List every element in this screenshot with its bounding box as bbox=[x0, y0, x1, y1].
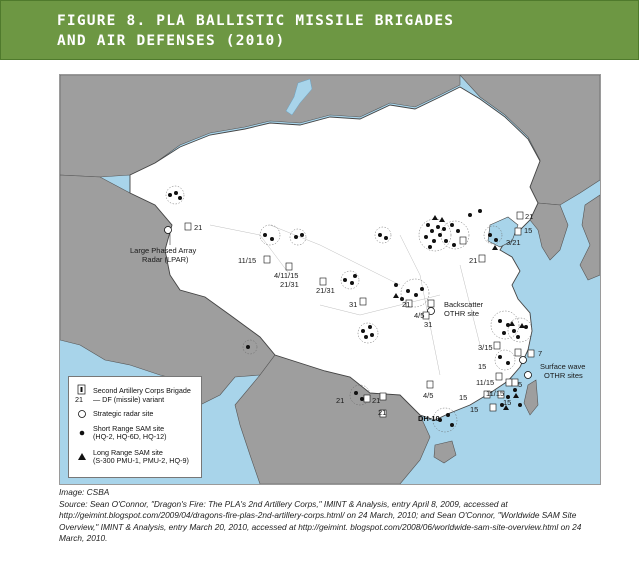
brigade-label-sw1: 21 bbox=[336, 396, 345, 405]
legend-variant-label: — DF (missile) variant bbox=[93, 395, 165, 404]
brigade-label-fujian5: 15 bbox=[503, 398, 512, 407]
surface-wave-label-line2: OTHR sites bbox=[544, 371, 583, 380]
land-hainan bbox=[434, 441, 456, 463]
map-panel[interactable] bbox=[59, 74, 601, 485]
brigade-label-henan: 21 bbox=[402, 300, 411, 309]
legend-short-sam-systems: (HQ-2, HQ-6D, HQ-12) bbox=[93, 432, 167, 441]
backscatter-label-line2: OTHR site bbox=[444, 309, 480, 318]
brigade-label-guangdong: 4/5 bbox=[423, 391, 434, 400]
brigade-label-east2: 15 bbox=[478, 362, 487, 371]
surface-wave-label-line1: Surface wave bbox=[540, 362, 586, 371]
legend-variant-number: 21 bbox=[75, 395, 83, 404]
figure-header bbox=[0, 0, 639, 60]
legend-radar-label: Strategic radar site bbox=[93, 409, 154, 418]
brigade-label-fujian4: 15 bbox=[470, 405, 479, 414]
figure-title-line1: FIGURE 8. PLA BALLISTIC MISSILE BRIGADES bbox=[57, 13, 455, 29]
backscatter-label-line1: Backscatter bbox=[444, 300, 484, 309]
brigade-label-qinghai-a: 11/15 bbox=[238, 256, 257, 265]
brigade-label-fujian6: 5 bbox=[518, 380, 523, 389]
brigade-label-sw3: 21 bbox=[378, 408, 387, 417]
legend-long-sam-systems: (S-300 PMU-1, PMU-2, HQ-9) bbox=[93, 456, 189, 465]
legend-long-sam-label: Long Range SAM site bbox=[93, 448, 163, 457]
brigade-label-qinghai-b: 4/11/15 bbox=[274, 271, 299, 280]
brigade-label-fujian2: 11/15 bbox=[486, 389, 505, 398]
land-taiwan bbox=[524, 380, 538, 415]
brigade-label-east3: 7 bbox=[538, 349, 543, 358]
brigade-label-east1: 3/15 bbox=[478, 343, 493, 352]
figure-sources bbox=[59, 487, 604, 545]
brigade-label-shandong: 21 bbox=[469, 256, 478, 265]
brigade-label-ne3: 3/21 bbox=[506, 238, 521, 247]
short-sam-icon bbox=[76, 428, 90, 440]
long-sam-icon bbox=[76, 452, 90, 464]
map-legend bbox=[68, 376, 202, 478]
brigade-label-west: 21 bbox=[194, 223, 203, 232]
brigade-label-ne2: 15 bbox=[524, 226, 533, 235]
brigade-label-nanjing: 31 bbox=[424, 320, 433, 329]
radar-icon bbox=[76, 409, 90, 421]
brigade-label-gansu: 21/31 bbox=[316, 286, 335, 295]
brigade-label-qinghai-c: 21/31 bbox=[280, 280, 299, 289]
dh10-label: DH-10 bbox=[418, 414, 440, 423]
land-korea bbox=[530, 203, 568, 260]
legend-short-sam-label: Short Range SAM site bbox=[93, 424, 165, 433]
legend-brigade-label: Second Artillery Corps Brigade bbox=[93, 386, 191, 395]
brigade-label-ne1: 21 bbox=[525, 212, 534, 221]
brigade-label-fujian1: 11/15 bbox=[476, 378, 495, 387]
brigade-label-sw2: 21 bbox=[372, 396, 381, 405]
land-japan bbox=[580, 195, 600, 280]
brigade-label-anhui: 4/5 bbox=[414, 311, 425, 320]
brigade-label-central: 31 bbox=[349, 300, 358, 309]
brigade-label-fujian3: 15 bbox=[459, 393, 468, 402]
lpar-label-line1: Large Phased Array bbox=[130, 246, 197, 255]
figure-title-line2: AND AIR DEFENSES (2010) bbox=[57, 33, 286, 49]
lpar-label-line2: Radar (LPAR) bbox=[142, 255, 189, 264]
source-citation: Source: Sean O'Connor, "Dragon's Fire: The PLA's 2nd Artillery Corps," IMINT & Analysis, entry April 8, 2009, accessed at http://geimint.blogspot.com/2009/04/dragons-fire-plas-2nd-artillery-corps.html/ on 24 March, 2010; and Sean O'Connor, "Worldwide SAM Site Overview," IMINT & Analysis, entry March 20, 2010, accessed at http://geimint. blogspot.com/2008/06/worldwide-sam-site-overview.html on 24 March, 2010. bbox=[59, 498, 582, 543]
image-credit: Image: CSBA bbox=[59, 487, 110, 497]
